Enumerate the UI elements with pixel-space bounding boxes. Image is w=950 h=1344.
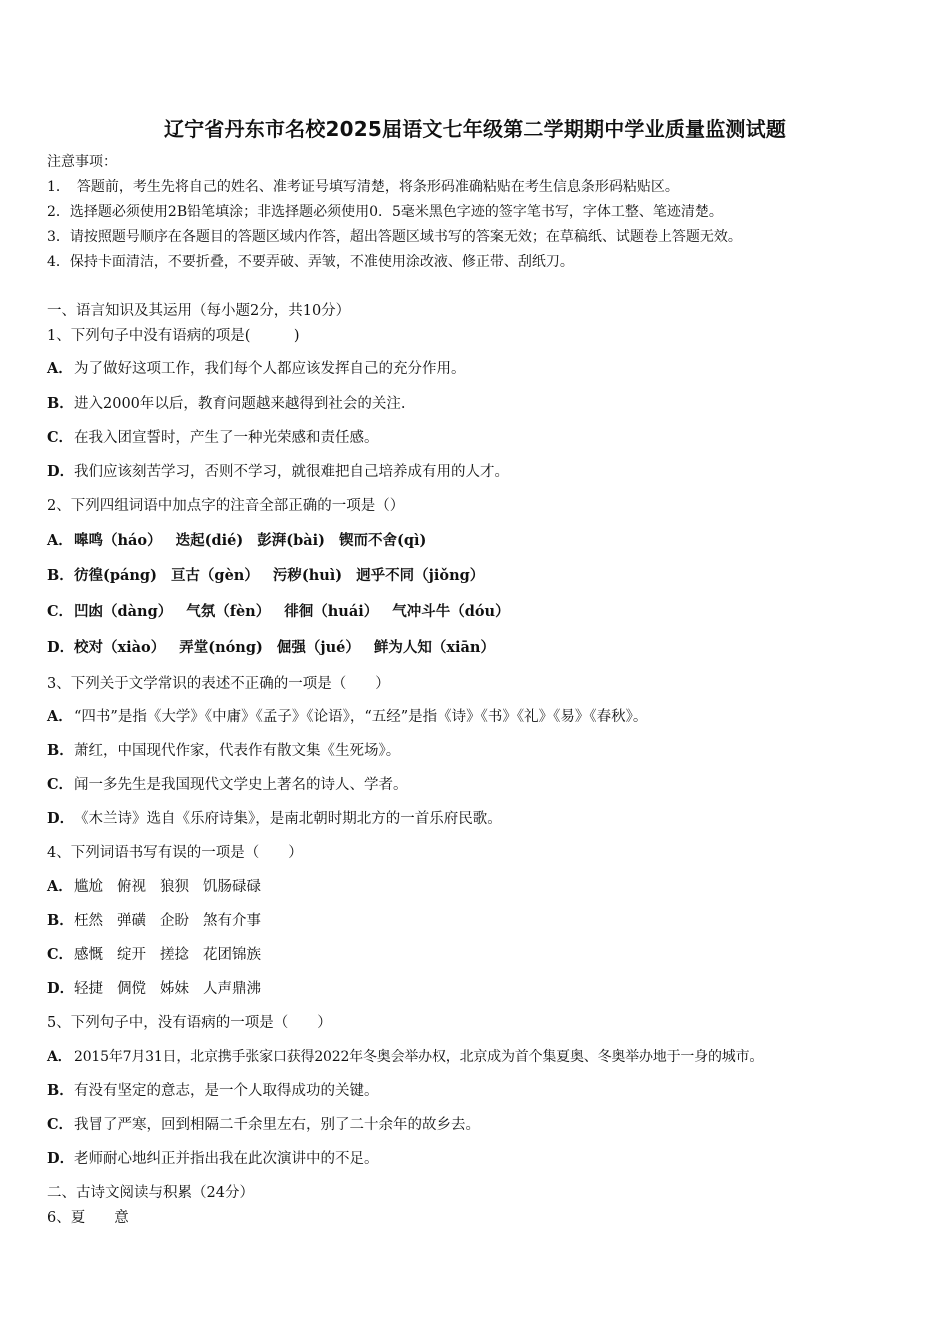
option-label: C． [47,1116,74,1133]
option-row [47,394,406,414]
option-label: A． [47,360,73,377]
option-row [47,809,502,829]
option-label: D． [47,639,75,656]
option-label: A． [47,878,73,895]
option-word: 搓捻 [160,947,189,963]
option-label: C． [47,603,74,620]
question-stem: 4、下列词语书写有误的一项是（ ） [47,845,303,861]
option-row [47,775,408,795]
option-text: 2015年7月31日，北京携手张家口获得2022年冬奥会举办权，北京成为首个集夏奥、冬奥举办地于一身的城市。 [74,1049,764,1065]
option-label: A． [47,1049,72,1065]
notice-item: 3．请按照题号顺序在各题目的答题区域内作答，超出答题区域书写的答案无效；在草稿纸、试题卷上答题无效。 [47,229,742,245]
option-label: D． [47,1150,75,1167]
option-word: 凹凼（dàng） [74,603,173,620]
option-text: 为了做好这项工作，我们每个人都应该发挥自己的充分作用。 [74,361,466,377]
option-row [47,911,261,931]
option-label: C． [47,776,74,793]
notice-heading: 注意事项： [47,154,117,170]
option-row [47,741,400,761]
option-label: C． [47,429,74,446]
option-label: C． [47,946,74,963]
option-word: 感慨 [74,947,103,963]
option-text: 我冒了严寒，回到相隔二千余里左右，别了二十余年的故乡去。 [74,1117,480,1133]
option-row [47,638,495,658]
option-word: 彷徨(páng) [74,567,157,584]
option-word: 饥肠碌碌 [203,879,261,895]
option-word: 彭湃(bài) [257,532,325,549]
option-row [47,602,510,622]
option-row [47,1081,379,1101]
option-word: 企盼 [160,913,189,929]
option-label: D． [47,463,75,480]
option-word: 迭起(dié) [175,532,244,549]
option-word: 倜傥 [117,981,146,997]
option-row [47,1149,379,1169]
option-word: 人声鼎沸 [203,981,261,997]
question-stem: 1、下列句子中没有语病的项是( ) [47,328,300,344]
option-row [47,877,261,897]
option-label: B． [47,742,74,759]
option-word: 迥乎不同（jiǒng） [356,567,485,584]
option-text: 有没有坚定的意志，是一个人取得成功的关键。 [74,1083,379,1099]
option-label: D． [47,810,75,827]
option-word: 嗥鸣（háo） [74,532,162,549]
option-word: 鲜为人知（xiān） [373,639,495,656]
option-label: B． [47,567,74,584]
option-row [47,1115,480,1135]
option-row [47,531,426,551]
option-word: 倔强（jué） [276,639,360,656]
option-text: 闻一多先生是我国现代文学史上著名的诗人、学者。 [74,777,408,793]
option-row [47,428,379,448]
question-stem: 5、下列句子中，没有语病的一项是（ ） [47,1015,332,1031]
option-row [47,462,509,482]
option-text: 老师耐心地纠正并指出我在此次演讲中的不足。 [74,1151,379,1167]
option-word: 校对（xiào） [74,639,166,656]
option-label: B． [47,1082,74,1099]
option-row [47,359,466,379]
option-row [47,1047,763,1067]
option-word: 枉然 [74,913,103,929]
option-word: 锲而不舍(qì) [338,532,427,549]
option-word: 亘古（gèn） [170,567,259,584]
option-word: 花团锦族 [203,947,261,963]
option-word: 狼狈 [160,879,189,895]
option-word: 煞有介事 [203,913,261,929]
option-text: 《木兰诗》选自《乐府诗集》，是南北朝时期北方的一首乐府民歌。 [74,811,502,827]
option-word: 气冲斗牛（dóu） [392,603,510,620]
notice-item: 1． 答题前，考生先将自己的姓名、准考证号填写清楚，将条形码准确粘贴在考生信息条形码粘贴区。 [47,179,679,195]
option-text: 萧红，中国现代作家，代表作有散文集《生死场》。 [74,743,401,759]
option-word: 弄堂(nóng) [179,639,263,656]
page-title: 辽宁省丹东市名校2025届语文七年级第二学期期中学业质量监测试题 [163,117,787,141]
option-row [47,566,484,586]
option-text: 在我入团宣誓时，产生了一种光荣感和责任感。 [74,430,379,446]
option-word: 徘徊（huái） [284,603,379,620]
section-heading: 一、语言知识及其运用（每小题2分，共10分） [47,303,351,319]
option-text: 进入2000年以后，教育问题越来越得到社会的关注. [74,396,406,412]
option-label: B． [47,912,74,929]
option-label: A． [47,532,73,549]
option-word: 弹磺 [117,913,146,929]
option-word: 姊妹 [160,981,189,997]
notice-item: 2．选择题必须使用2B铅笔填涂；非选择题必须使用0．5毫米黑色字迹的签字笔书写，字体工整、笔迹清楚。 [47,204,723,220]
option-text: “四书”是指《大学》《中庸》《孟子》《论语》，“五经”是指《诗》《书》《礼》《易》《春秋》。 [74,709,648,725]
question-stem: 6、夏 意 [47,1210,129,1226]
option-row [47,707,647,727]
option-label: A． [47,708,73,725]
option-word: 俯视 [117,879,146,895]
option-text: 我们应该刻苦学习，否则不学习，就很难把自己培养成有用的人才。 [74,464,509,480]
option-label: B． [47,395,74,412]
option-label: D． [47,980,75,997]
notice-item: 4．保持卡面清洁，不要折叠，不要弄破、弄皱，不准使用涂改液、修正带、刮纸刀。 [47,254,574,270]
option-word: 尴尬 [74,879,103,895]
option-word: 绽开 [117,947,146,963]
option-word: 轻捷 [74,981,103,997]
question-stem: 3、下列关于文学常识的表述不正确的一项是（ ） [47,676,390,692]
option-word: 气氛（fèn） [186,603,271,620]
option-word: 污秽(huì) [272,567,343,584]
section-heading: 二、古诗文阅读与积累（24分） [47,1185,254,1201]
option-row [47,945,261,965]
option-row [47,979,261,999]
question-stem: 2、下列四组词语中加点字的注音全部正确的一项是（） [47,498,405,514]
